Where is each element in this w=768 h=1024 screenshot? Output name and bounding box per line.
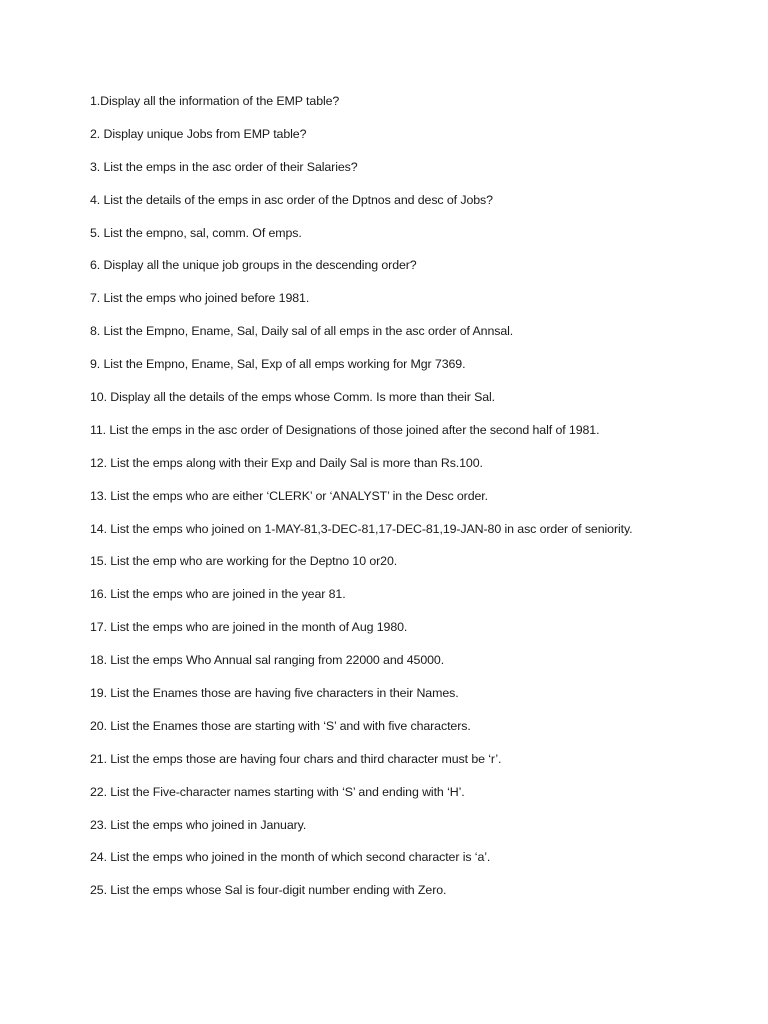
question-item: 6. Display all the unique job groups in the descending order? — [90, 258, 417, 273]
question-item: 25. List the emps whose Sal is four-digit number ending with Zero. — [90, 883, 447, 898]
question-item: 18. List the emps Who Annual sal ranging from 22000 and 45000. — [90, 653, 445, 668]
question-item: 4. List the details of the emps in asc order of the Dptnos and desc of Jobs? — [90, 192, 493, 207]
question-item: 2. Display unique Jobs from EMP table? — [90, 126, 307, 141]
question-item: 20. List the Enames those are starting with ‘S’ and with five characters. — [90, 718, 471, 733]
question-item: 3. List the emps in the asc order of their Salaries? — [90, 159, 358, 174]
question-item: 16. List the emps who are joined in the year 81. — [90, 587, 346, 602]
question-item: 12. List the emps along with their Exp and Daily Sal is more than Rs.100. — [90, 455, 483, 470]
question-item: 21. List the emps those are having four chars and third character must be ‘r’. — [90, 751, 502, 766]
question-item: 7. List the emps who joined before 1981. — [90, 291, 310, 306]
question-item: 13. List the emps who are either ‘CLERK’ or ‘ANALYST’ in the Desc order. — [90, 488, 488, 503]
question-item: 5. List the empno, sal, comm. Of emps. — [90, 225, 302, 240]
question-item: 17. List the emps who are joined in the month of Aug 1980. — [90, 620, 408, 635]
question-list — [90, 93, 750, 915]
question-item: 14. List the emps who joined on 1-MAY-81,3-DEC-81,17-DEC-81,19-JAN-80 in asc order of seniority. — [90, 521, 633, 536]
question-item: 24. List the emps who joined in the month of which second character is ‘a’. — [90, 850, 491, 865]
question-item: 19. List the Enames those are having five characters in their Names. — [90, 686, 459, 701]
question-item: 8. List the Empno, Ename, Sal, Daily sal of all emps in the asc order of Annsal. — [90, 324, 514, 339]
question-item: 22. List the Five-character names starting with ‘S’ and ending with ‘H’. — [90, 784, 465, 799]
question-item: 11. List the emps in the asc order of Designations of those joined after the second half of 1981. — [90, 422, 600, 437]
question-item: 23. List the emps who joined in January. — [90, 817, 307, 832]
question-item: 1.Display all the information of the EMP table? — [90, 94, 340, 108]
question-item: 9. List the Empno, Ename, Sal, Exp of all emps working for Mgr 7369. — [90, 357, 466, 372]
question-item: 15. List the emp who are working for the Deptno 10 or20. — [90, 554, 398, 569]
question-item: 10. Display all the details of the emps whose Comm. Is more than their Sal. — [90, 390, 496, 405]
